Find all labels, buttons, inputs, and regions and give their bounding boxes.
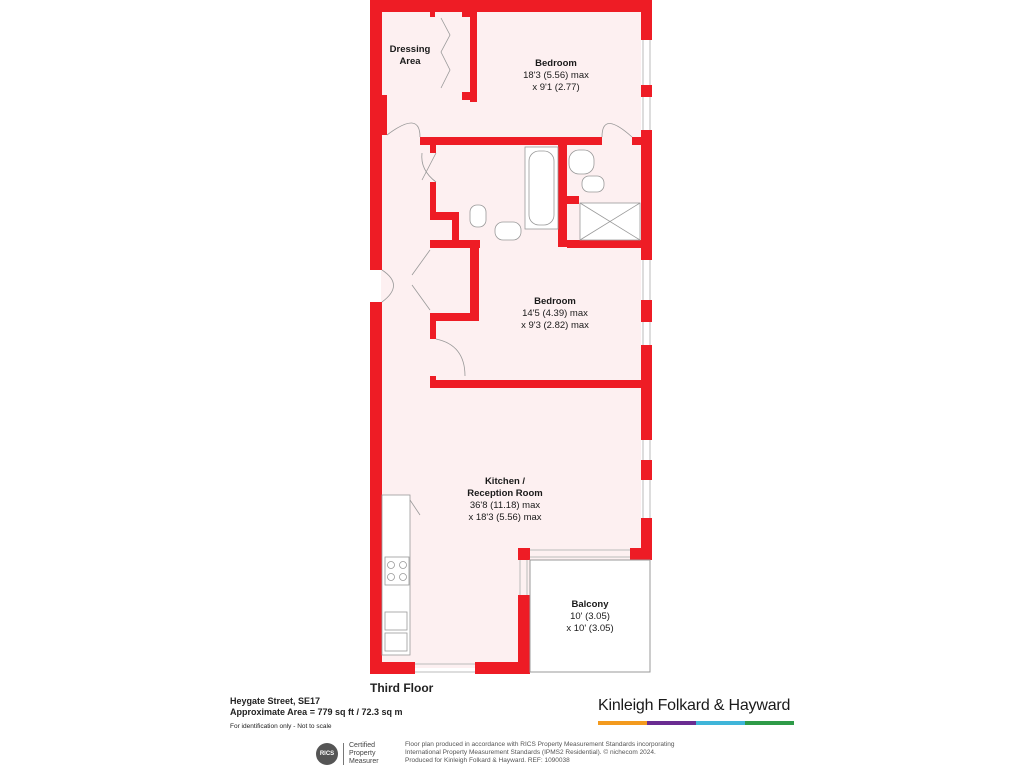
- floor-title: Third Floor: [370, 681, 434, 695]
- dressing-area-name-2: Area: [399, 56, 421, 67]
- brand-bar-purple: [647, 721, 696, 725]
- address: Heygate Street, SE17: [230, 696, 321, 706]
- brand-logo: [598, 697, 794, 725]
- rics-divider: [343, 743, 344, 765]
- kitchen-dim2: x 18'3 (5.56) max: [468, 512, 542, 523]
- appliance: [385, 633, 407, 651]
- dressing-area-label: [386, 44, 434, 68]
- brand-color-bar: [598, 721, 794, 725]
- kitchen-label: [450, 476, 560, 524]
- hob: [385, 557, 409, 585]
- brand-name: Kinleigh Folkard & Hayward: [598, 697, 791, 714]
- identification-note: For identification only - Not to scale: [230, 723, 332, 730]
- bedroom1-dim2: x 9'1 (2.77): [532, 82, 580, 93]
- dressing-area-name: Dressing: [389, 44, 431, 55]
- rics-line3: Measurer: [349, 758, 379, 765]
- basin-1: [495, 222, 521, 240]
- wc-2: [582, 176, 604, 192]
- brand-bar-blue: [696, 721, 745, 725]
- disclaimer-line1: Floor plan produced in accordance with RICS Property Measurement Standards incorporating: [405, 741, 675, 748]
- bedroom1-dim1: 18'3 (5.56) max: [523, 70, 589, 81]
- kitchen-name: Kitchen /: [484, 476, 526, 487]
- balcony-dim1: 10' (3.05): [570, 611, 610, 622]
- sink: [385, 612, 407, 630]
- balcony-name: Balcony: [571, 599, 609, 610]
- basin-2: [569, 150, 594, 174]
- rics-line2: Property: [349, 750, 376, 757]
- disclaimer-line2: International Property Measurement Standards (IPMS2 Residential). © nichecom 2024.: [405, 749, 656, 756]
- rics-badge: [316, 740, 400, 768]
- rics-logo-icon: RICS: [316, 743, 338, 765]
- brand-bar-green: [745, 721, 794, 725]
- bedroom2-name: Bedroom: [534, 296, 576, 307]
- bedroom1-label: [506, 58, 606, 94]
- kitchen-name-2: Reception Room: [467, 488, 543, 499]
- bedroom2-dim2: x 9'3 (2.82) max: [521, 320, 589, 331]
- rics-line1: Certified: [349, 742, 376, 749]
- bedroom2-dim1: 14'5 (4.39) max: [522, 308, 588, 319]
- brand-bar-orange: [598, 721, 647, 725]
- approx-area: Approximate Area = 779 sq ft / 72.3 sq m: [230, 707, 403, 717]
- address-block: [230, 696, 403, 732]
- disclaimer-line3: Produced for Kinleigh Folkard & Hayward. REF: 1090038: [405, 757, 570, 764]
- bedroom1-name: Bedroom: [535, 58, 577, 69]
- rics-text: [349, 742, 379, 766]
- balcony-dim2: x 10' (3.05): [566, 623, 614, 634]
- disclaimer: [405, 741, 725, 765]
- balcony-label: [548, 599, 632, 635]
- bedroom2-label: [505, 296, 605, 332]
- wc-1: [470, 205, 486, 227]
- kitchen-dim1: 36'8 (11.18) max: [469, 500, 541, 511]
